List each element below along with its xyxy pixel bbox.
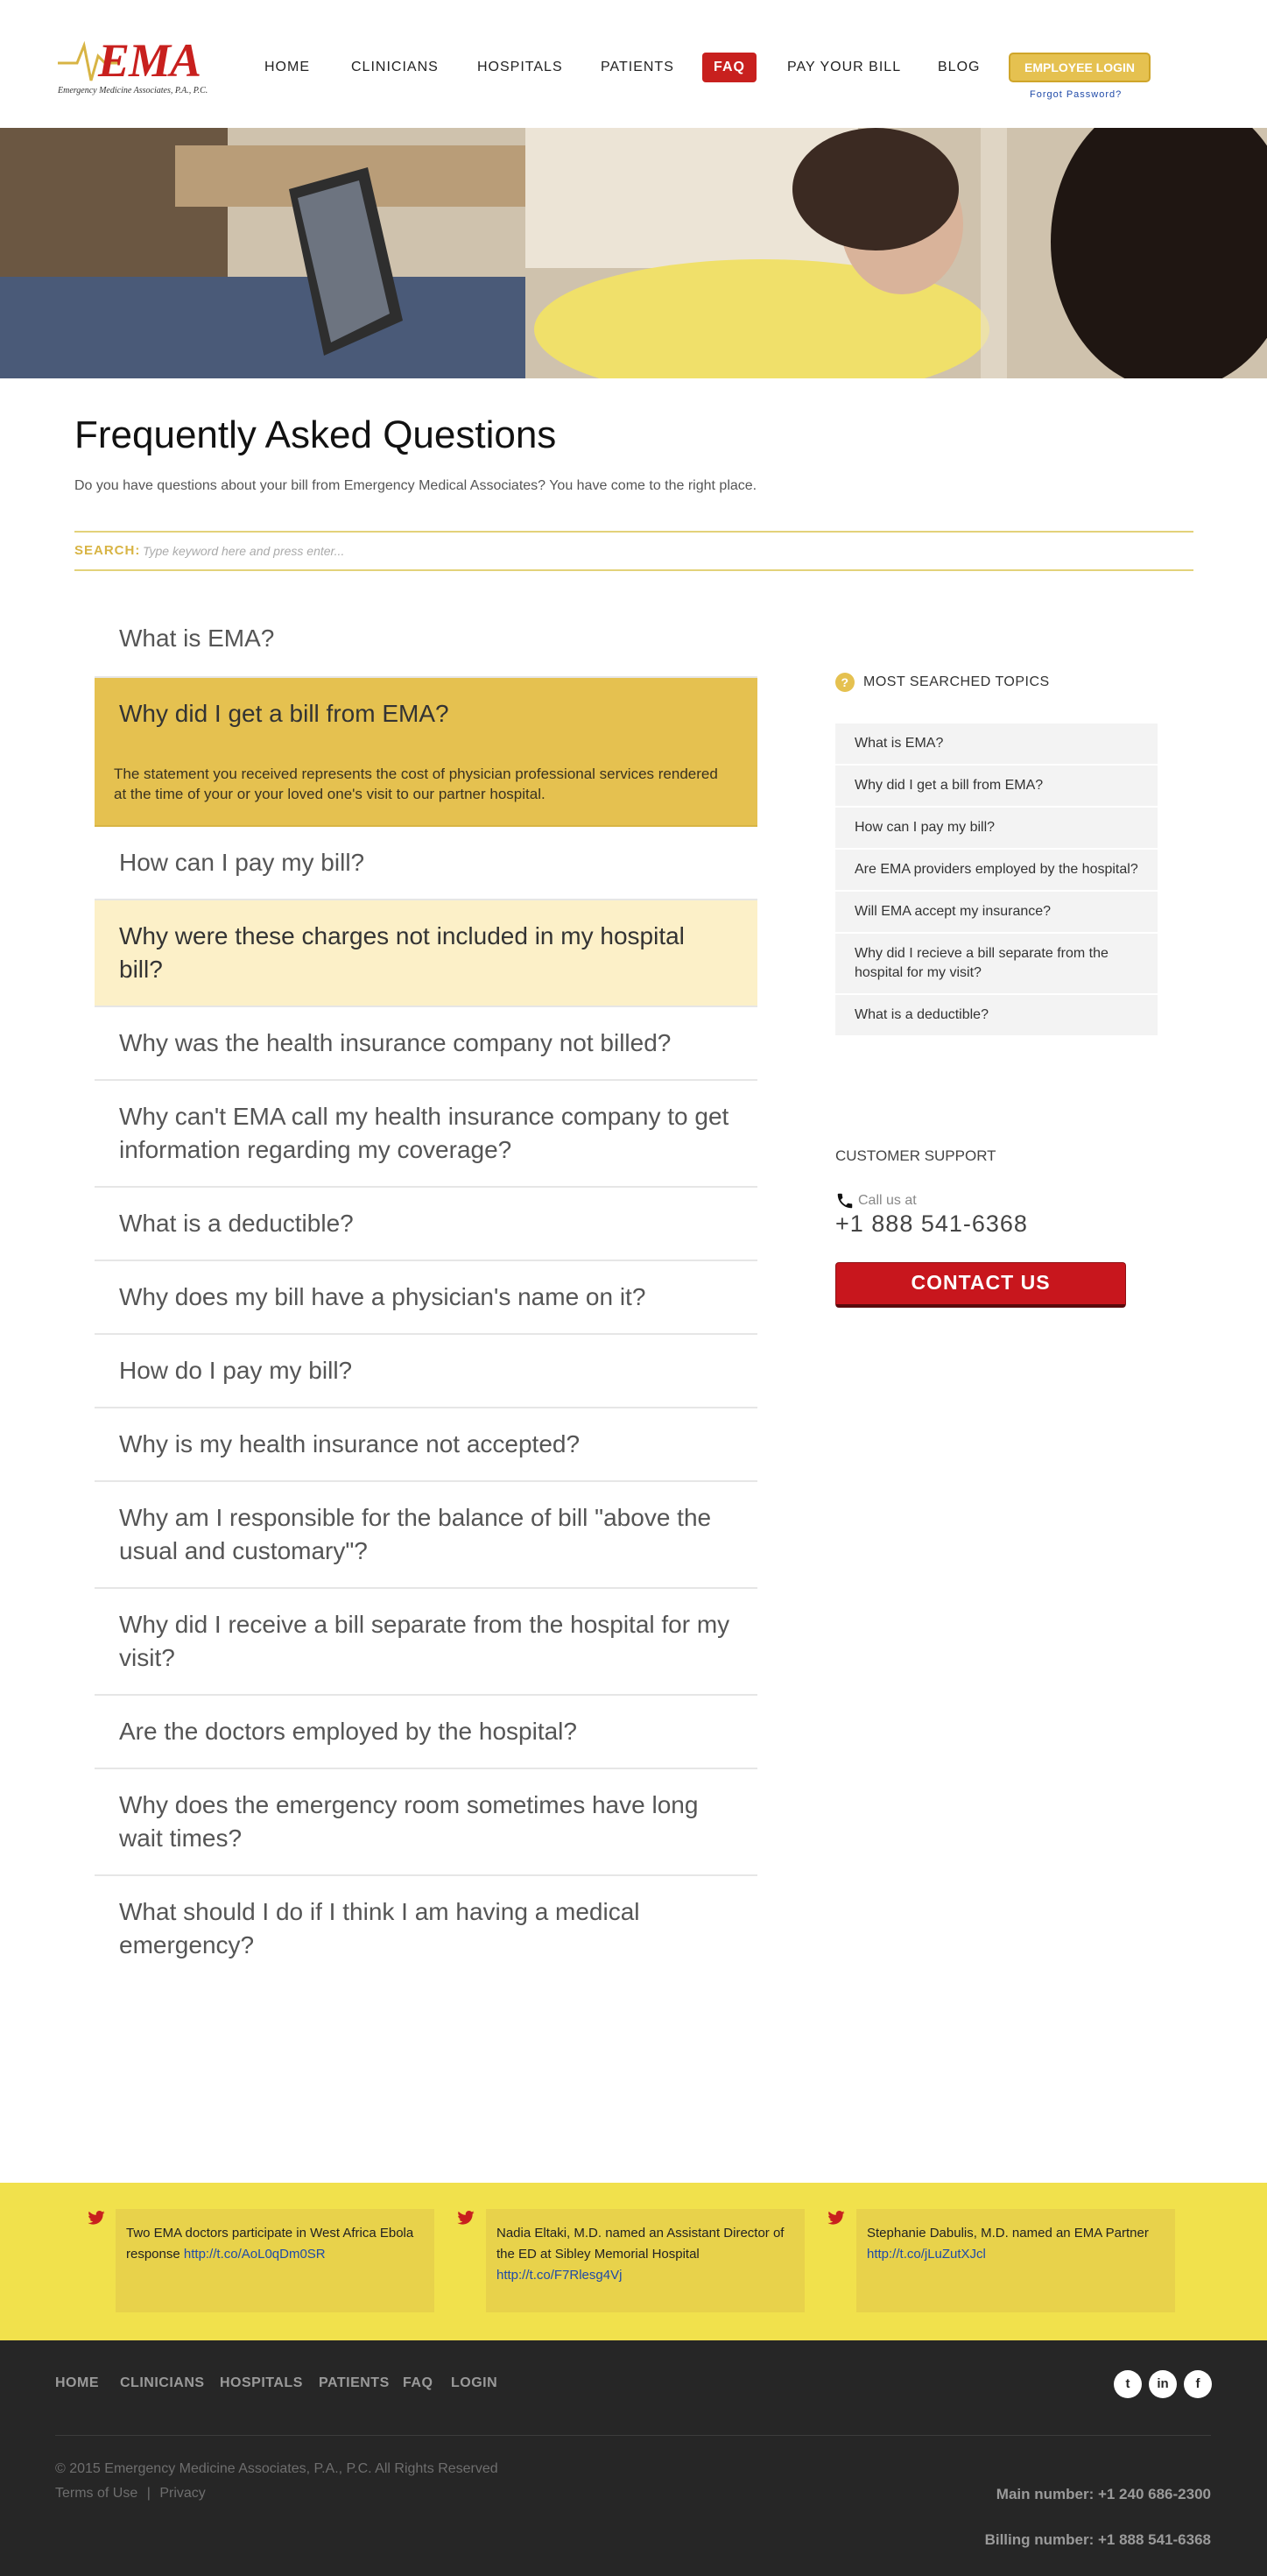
faq-question: Why was the health insurance company not billed? xyxy=(119,1029,672,1056)
nav-home[interactable]: HOME xyxy=(264,60,310,74)
faq-question: Why does the emergency room sometimes have long wait times? xyxy=(119,1791,699,1852)
footer-nav-login[interactable]: LOGIN xyxy=(451,2375,498,2390)
support-phone-number[interactable]: +1 888 541-6368 xyxy=(835,1210,1028,1237)
faq-list xyxy=(95,601,757,1981)
faq-question: How can I pay my bill? xyxy=(119,849,365,876)
topic-link[interactable]: What is EMA? xyxy=(835,723,1158,766)
twitter-bird-icon xyxy=(827,2211,845,2225)
faq-item[interactable] xyxy=(95,1482,757,1589)
topic-link[interactable]: Why did I recieve a bill separate from the hospital for my visit? xyxy=(835,934,1158,995)
nav-clinicians[interactable]: CLINICIANS xyxy=(351,60,439,74)
hero-photo-illustration xyxy=(0,128,1267,378)
tweet-card xyxy=(486,2209,805,2312)
topic-link[interactable]: Are EMA providers employed by the hospital? xyxy=(835,850,1158,892)
contact-us-button[interactable]: CONTACT US xyxy=(835,1262,1126,1308)
billing-number: Billing number: +1 888 541-6368 xyxy=(984,2531,1211,2548)
most-searched-list xyxy=(835,723,1158,1037)
customer-support-heading: CUSTOMER SUPPORT xyxy=(835,1147,996,1164)
employee-login-button[interactable]: EMPLOYEE LOGIN xyxy=(1009,53,1151,82)
footer-divider xyxy=(55,2435,1211,2436)
nav-blog[interactable]: BLOG xyxy=(938,60,981,74)
hero-image xyxy=(0,128,1267,378)
tweet-link[interactable]: http://t.co/F7Rlesg4Vj xyxy=(496,2268,623,2283)
faq-question: Are the doctors employed by the hospital? xyxy=(119,1718,577,1745)
copyright: © 2015 Emergency Medicine Associates, P.A., P.C. All Rights Reserved xyxy=(55,2461,498,2476)
main-number: Main number: +1 240 686-2300 xyxy=(996,2486,1211,2502)
footer-nav-hospitals[interactable]: HOSPITALS xyxy=(220,2375,303,2390)
faq-item[interactable] xyxy=(95,601,757,678)
twitter-bird-icon xyxy=(457,2211,475,2225)
faq-question: Why were these charges not included in my hospital bill? xyxy=(119,922,685,983)
tweet-card xyxy=(116,2209,434,2312)
tweet-link[interactable]: http://t.co/AoL0qDm0SR xyxy=(183,2247,326,2262)
question-mark-icon: ? xyxy=(835,673,855,692)
faq-question: What is EMA? xyxy=(119,625,275,652)
faq-item[interactable] xyxy=(95,1769,757,1876)
nav-faq[interactable]: FAQ xyxy=(702,53,757,82)
faq-item[interactable] xyxy=(95,827,757,900)
most-searched-title: MOST SEARCHED TOPICS xyxy=(863,674,1050,690)
topic-link[interactable]: How can I pay my bill? xyxy=(835,808,1158,850)
phone-icon xyxy=(835,1191,855,1210)
terms-of-use-link[interactable]: Terms of Use xyxy=(55,2486,138,2501)
faq-search-bar xyxy=(74,531,1193,571)
facebook-icon[interactable]: f xyxy=(1184,2370,1212,2398)
twitter-feed xyxy=(0,2183,1267,2340)
nav-pay-your-bill[interactable]: PAY YOUR BILL xyxy=(787,60,902,74)
logo-text: EMA xyxy=(98,34,201,87)
faq-item[interactable] xyxy=(95,1876,757,1981)
faq-item[interactable] xyxy=(95,1007,757,1081)
faq-question: Why can't EMA call my health insurance company to get information regarding my coverage? xyxy=(119,1103,729,1163)
faq-item-expanded[interactable] xyxy=(95,678,757,827)
link-separator: | xyxy=(146,2486,151,2501)
most-searched-heading xyxy=(835,673,1050,692)
faq-question: Why does my bill have a physician's name on it? xyxy=(119,1283,646,1310)
faq-item[interactable] xyxy=(95,1188,757,1261)
footer-nav-faq[interactable]: FAQ xyxy=(403,2375,433,2390)
tweet-text: Two EMA doctors participate in West Africa Ebola response xyxy=(126,2226,414,2262)
nav-hospitals[interactable]: HOSPITALS xyxy=(477,60,563,74)
footer-nav-home[interactable]: HOME xyxy=(55,2375,99,2390)
search-label: SEARCH: xyxy=(74,543,141,558)
topic-link[interactable]: Why did I get a bill from EMA? xyxy=(835,766,1158,808)
faq-item[interactable] xyxy=(95,1408,757,1482)
tweet-link[interactable]: http://t.co/jLuZutXJcl xyxy=(867,2247,986,2262)
search-input[interactable] xyxy=(143,540,1176,562)
twitter-bird-icon xyxy=(88,2211,105,2225)
faq-question: What is a deductible? xyxy=(119,1210,354,1237)
faq-item[interactable] xyxy=(95,1589,757,1696)
call-us-label xyxy=(835,1191,917,1210)
topic-link[interactable]: Will EMA accept my insurance? xyxy=(835,892,1158,934)
topic-link[interactable]: What is a deductible? xyxy=(835,995,1158,1037)
faq-answer: The statement you received represents the cost of physician professional services rendered at the time of your or your loved one's visit to our partner hospital. xyxy=(114,766,718,802)
faq-question: Why did I receive a bill separate from the hospital for my visit? xyxy=(119,1611,730,1671)
ema-logo[interactable] xyxy=(58,30,215,100)
forgot-password-link[interactable]: Forgot Password? xyxy=(1030,89,1123,100)
faq-question: How do I pay my bill? xyxy=(119,1357,353,1384)
faq-item[interactable] xyxy=(95,1261,757,1335)
privacy-link[interactable]: Privacy xyxy=(159,2486,206,2501)
page-intro: Do you have questions about your bill from Emergency Medical Associates? You have come to the right place. xyxy=(74,478,757,493)
site-footer xyxy=(0,2340,1267,2576)
page-title: Frequently Asked Questions xyxy=(74,413,557,456)
tweet-text: Stephanie Dabulis, M.D. named an EMA Partner xyxy=(867,2226,1149,2241)
faq-question: Why did I get a bill from EMA? xyxy=(119,700,449,727)
faq-question: Why am I responsible for the balance of bill "above the usual and customary"? xyxy=(119,1504,712,1564)
call-us-text: Call us at xyxy=(858,1193,917,1209)
site-header xyxy=(0,0,1267,128)
logo-subtitle: Emergency Medicine Associates, P.A., P.C. xyxy=(58,86,208,95)
linkedin-icon[interactable]: in xyxy=(1149,2370,1177,2398)
footer-legal-links xyxy=(55,2486,206,2502)
faq-item[interactable] xyxy=(95,1696,757,1769)
faq-question: Why is my health insurance not accepted? xyxy=(119,1430,581,1457)
nav-patients[interactable]: PATIENTS xyxy=(601,60,674,74)
faq-question: What should I do if I think I am having a medical emergency? xyxy=(119,1898,640,1958)
faq-item[interactable] xyxy=(95,1335,757,1408)
faq-item-hovered[interactable] xyxy=(95,900,757,1007)
twitter-icon[interactable]: t xyxy=(1114,2370,1142,2398)
footer-nav-clinicians[interactable]: CLINICIANS xyxy=(120,2375,205,2390)
tweet-text: Nadia Eltaki, M.D. named an Assistant Director of the ED at Sibley Memorial Hospital xyxy=(496,2226,785,2262)
tweet-card xyxy=(856,2209,1175,2312)
faq-item[interactable] xyxy=(95,1081,757,1188)
footer-nav-patients[interactable]: PATIENTS xyxy=(319,2375,390,2390)
